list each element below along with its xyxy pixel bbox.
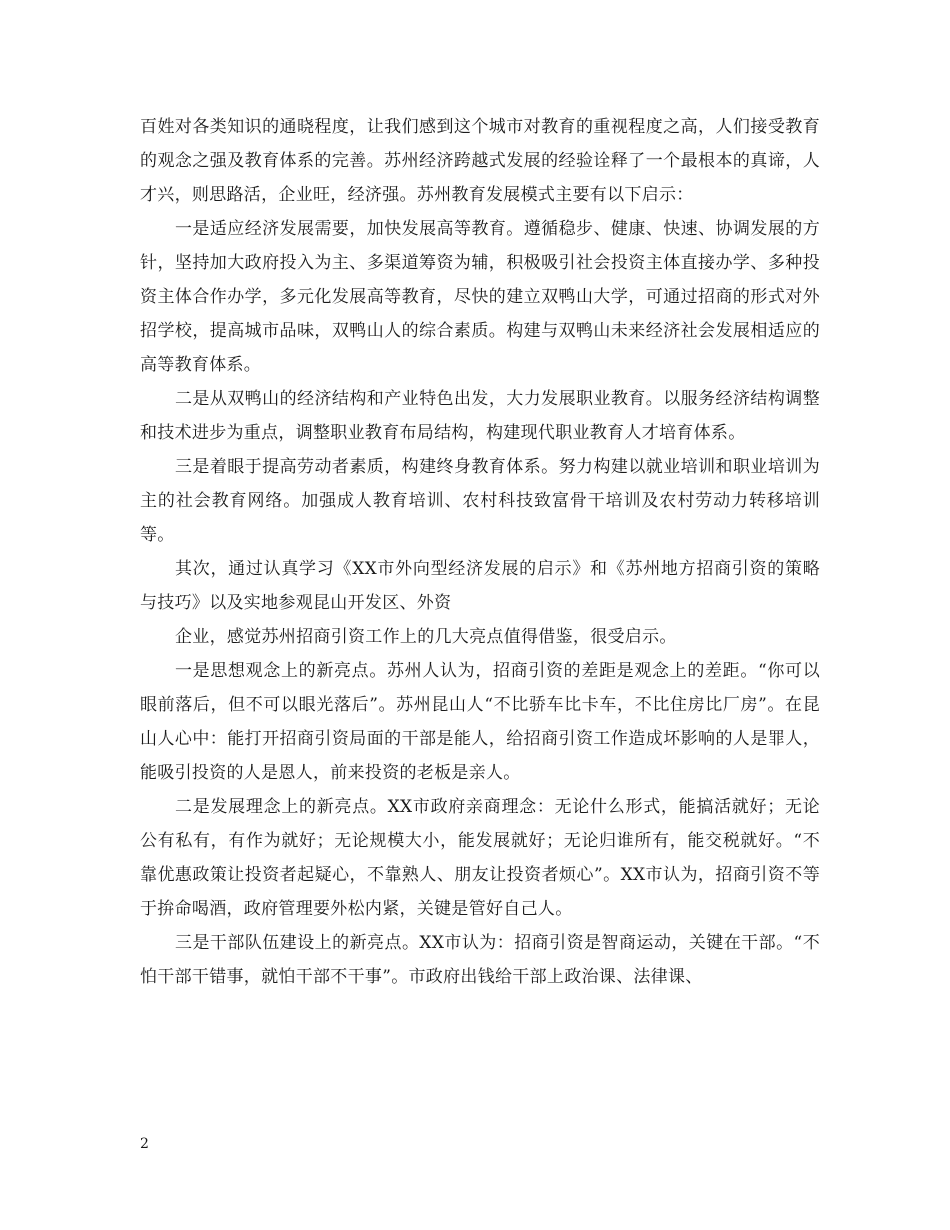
paragraph-7: 一是思想观念上的新亮点。苏州人认为，招商引资的差距是观念上的差距。“你可以眼前落后，但不可以眼光落后”。苏州昆山人“不比骄车比卡车，不比住房比厂房”。在昆山人心中：能打开招商引资局面的干部是能人，给招商引资工作造成坏影响的人是罪人，能吸引投资的人是恩人，前来投资的老板是亲人。 [140,661,820,783]
page-number: 2 [140,1136,149,1152]
paragraph-1: 百姓对各类知识的通晓程度，让我们感到这个城市对教育的重视程度之高，人们接受教育的观念之强及教育体系的完善。苏州经济跨越式发展的经验诠释了一个最根本的真谛，人才兴，则思路活，企业旺，经济强。苏州教育发展模式主要有以下启示： [140,117,820,205]
document-body [140,110,820,994]
paragraph-3: 二是从双鸭山的经济结构和产业特色出发，大力发展职业教育。以服务经济结构调整和技术进步为重点，调整职业教育布局结构，构建现代职业教育人才培育体系。 [140,389,820,443]
paragraph-5: 其次，通过认真学习《XX市外向型经济发展的启示》和《苏州地方招商引资的策略与技巧》以及实地参观昆山开发区、外资 [140,559,820,613]
paragraph-6: 企业，感觉苏州招商引资工作上的几大亮点值得借鉴，很受启示。 [175,627,677,647]
paragraph-9: 三是干部队伍建设上的新亮点。XX市认为：招商引资是智商运动，关键在干部。“不怕干部干错事，就怕干部不干事”。市政府出钱给干部上政治课、法律课、 [140,933,820,987]
paragraph-2: 一是适应经济发展需要，加快发展高等教育。遵循稳步、健康、快速、协调发展的方针，坚持加大政府投入为主、多渠道筹资为辅，积极吸引社会投资主体直接办学、多种投资主体合作办学，多元化发展高等教育，尽快的建立双鸭山大学，可通过招商的形式对外招学校，提高城市品味，双鸭山人的综合素质。构建与双鸭山未来经济社会发展相适应的高等教育体系。 [140,219,820,375]
paragraph-8: 二是发展理念上的新亮点。XX市政府亲商理念：无论什么形式，能搞活就好；无论公有私有，有作为就好；无论规模大小，能发展就好；无论归谁所有，能交税就好。“不靠优惠政策让投资者起疑心，不靠熟人、朋友让投资者烦心”。XX市认为，招商引资不等于拚命喝酒，政府管理要外松内紧，关键是管好自己人。 [140,797,820,919]
paragraph-4: 三是着眼于提高劳动者素质，构建终身教育体系。努力构建以就业培训和职业培训为主的社会教育网络。加强成人教育培训、农村科技致富骨干培训及农村劳动力转移培训等。 [140,457,820,545]
